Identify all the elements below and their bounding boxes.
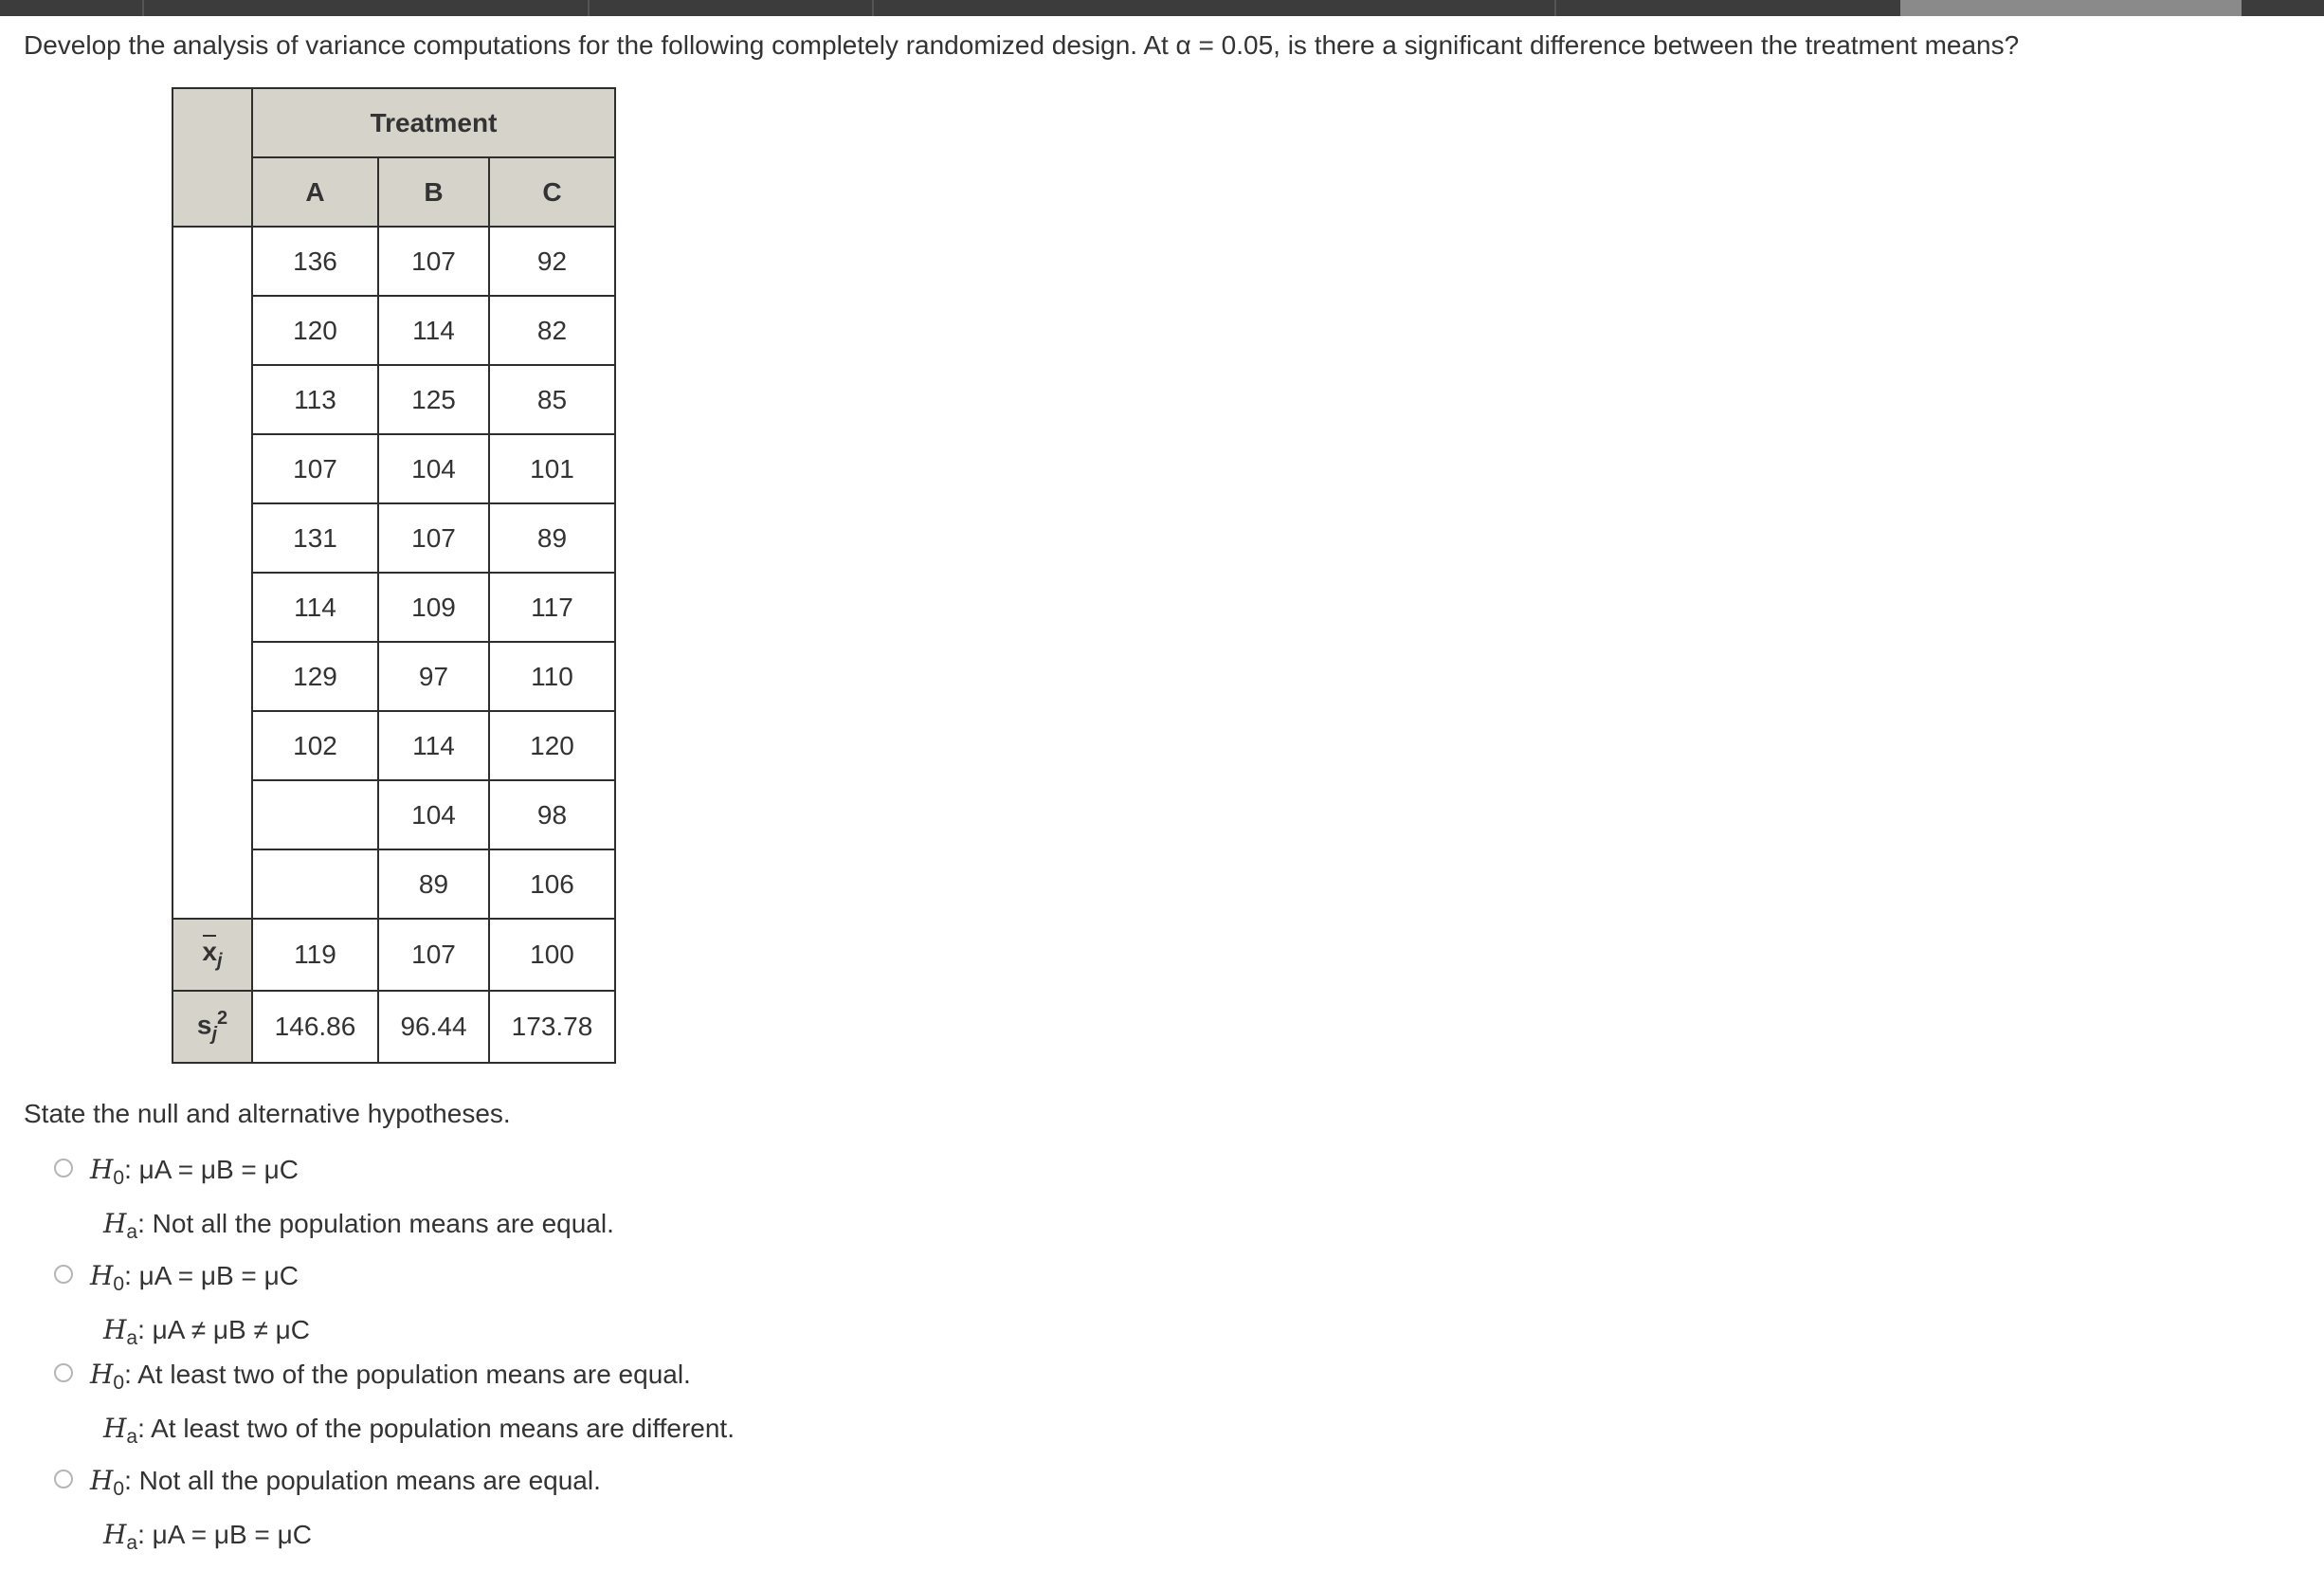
variance-subscript: j: [211, 1023, 217, 1045]
toolbar-segment: [142, 0, 590, 16]
table-corner: [172, 88, 252, 227]
table-cell: [252, 849, 378, 919]
ha-line: $H_a$: μA = μB = μC: [103, 1519, 312, 1554]
question-text: Develop the analysis of variance computations for the following completely randomized design. At α = 0.05, is there a significant difference between the treatment means?: [24, 30, 2020, 60]
table-cell: 125: [378, 365, 489, 434]
column-header-c: C: [489, 157, 615, 227]
mean-cell-a: 119: [252, 919, 378, 991]
table-cell: 136: [252, 227, 378, 296]
table-cell: 107: [378, 227, 489, 296]
table-cell: 117: [489, 573, 615, 642]
table-cell: [252, 780, 378, 849]
hypothesis-option-3[interactable]: [54, 1352, 735, 1460]
h0-text: μA = μB = μC: [138, 1155, 299, 1184]
table-cell: 104: [378, 434, 489, 503]
h0-line: $H_0$: At least two of the population means are equal.: [90, 1359, 691, 1394]
mean-cell-b: 107: [378, 919, 489, 991]
ha-text: At least two of the population means are different.: [151, 1414, 735, 1443]
radio-button[interactable]: [54, 1159, 73, 1178]
toolbar-segment: [0, 0, 144, 16]
row-stub-blank: [172, 227, 252, 919]
radio-button[interactable]: [54, 1470, 73, 1488]
column-header-b: B: [378, 157, 489, 227]
hypotheses-prompt: State the null and alternative hypotheses.: [24, 1099, 511, 1128]
table-cell: 114: [378, 296, 489, 365]
browser-top-bar: [0, 0, 2324, 16]
variance-row-label: [172, 991, 252, 1063]
variance-cell-b: 96.44: [378, 991, 489, 1063]
variance-superscript: 2: [217, 1008, 228, 1030]
ha-text: μA = μB = μC: [152, 1520, 312, 1549]
table-cell: 102: [252, 711, 378, 780]
table-cell: 120: [489, 711, 615, 780]
ha-line: $H_a$: Not all the population means are equal.: [103, 1208, 614, 1243]
table-cell: 89: [489, 503, 615, 573]
table-cell: 92: [489, 227, 615, 296]
table-cell: 114: [378, 711, 489, 780]
treatment-header: Treatment: [252, 88, 615, 157]
active-tab[interactable]: [1900, 0, 2242, 16]
table-cell: 106: [489, 849, 615, 919]
h0-text: Not all the population means are equal.: [138, 1466, 601, 1495]
variance-cell-c: 173.78: [489, 991, 615, 1063]
table-cell: 114: [252, 573, 378, 642]
table-cell: 98: [489, 780, 615, 849]
table-cell: 89: [378, 849, 489, 919]
radio-button[interactable]: [54, 1363, 73, 1382]
variance-cell-a: 146.86: [252, 991, 378, 1063]
variance-symbol: s: [196, 1010, 212, 1040]
toolbar-segment: [872, 0, 1556, 16]
table-cell: 85: [489, 365, 615, 434]
table-cell: 107: [252, 434, 378, 503]
hypothesis-option-4[interactable]: [54, 1458, 601, 1566]
table-cell: 97: [378, 642, 489, 711]
h0-line: $H_0$: Not all the population means are equal.: [90, 1465, 601, 1500]
h0-line: $H_0$: μA = μB = μC: [90, 1260, 299, 1295]
ha-line: $H_a$: μA ≠ μB ≠ μC: [103, 1314, 310, 1349]
hypothesis-option-1[interactable]: [54, 1147, 614, 1255]
table-cell: 131: [252, 503, 378, 573]
table-cell: 101: [489, 434, 615, 503]
toolbar-segment: [1554, 0, 1902, 16]
mean-symbol: x: [202, 937, 217, 967]
h0-line: $H_0$: μA = μB = μC: [90, 1154, 299, 1189]
treatment-data-table: [172, 87, 616, 1064]
mean-subscript: j: [217, 950, 223, 972]
column-header-a: A: [252, 157, 378, 227]
mean-row-label: [172, 919, 252, 991]
h0-text: At least two of the population means are equal.: [137, 1360, 691, 1389]
table-cell: 110: [489, 642, 615, 711]
table-cell: 113: [252, 365, 378, 434]
table-cell: 104: [378, 780, 489, 849]
table-cell: 120: [252, 296, 378, 365]
mean-cell-c: 100: [489, 919, 615, 991]
toolbar-segment: [588, 0, 874, 16]
ha-line: $H_a$: At least two of the population means are different.: [103, 1413, 735, 1448]
ha-text: μA ≠ μB ≠ μC: [152, 1315, 310, 1344]
hypothesis-option-2[interactable]: [54, 1253, 310, 1361]
radio-button[interactable]: [54, 1265, 73, 1284]
table-cell: 107: [378, 503, 489, 573]
table-cell: 82: [489, 296, 615, 365]
h0-text: μA = μB = μC: [138, 1261, 299, 1290]
table-cell: 109: [378, 573, 489, 642]
ha-text: Not all the population means are equal.: [152, 1209, 614, 1238]
table-cell: 129: [252, 642, 378, 711]
